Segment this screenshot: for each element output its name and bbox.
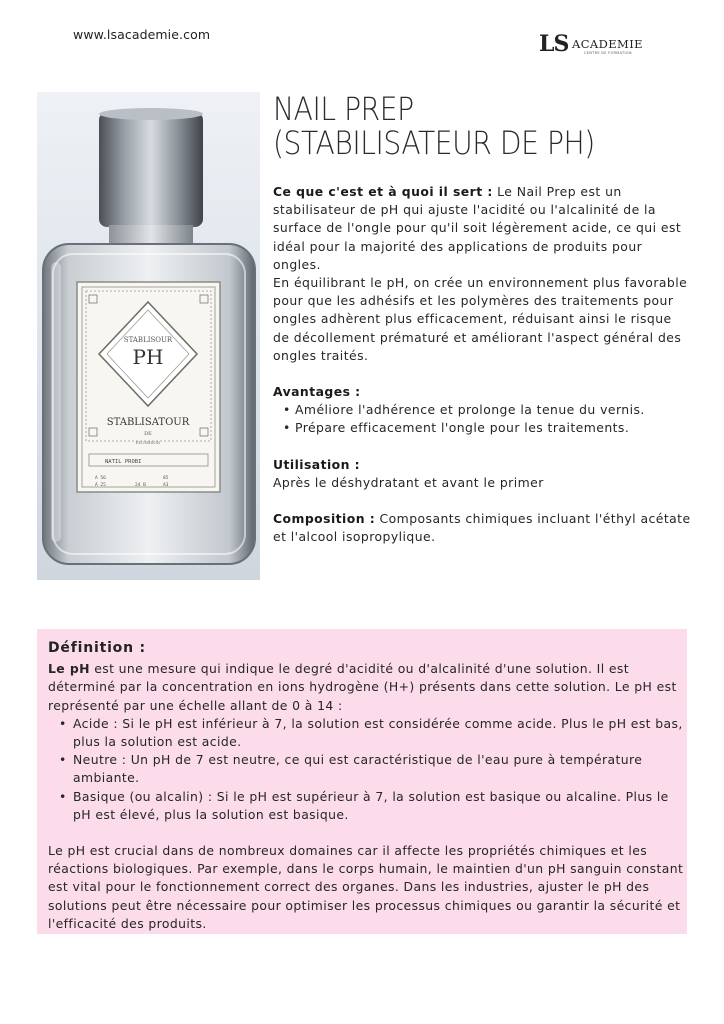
website-url[interactable]: www.lsacademie.com xyxy=(73,27,211,42)
list-item: • Basique (ou alcalin) : Si le pH est supérieur à 7, la solution est basique ou alcaline. Plus le pH est élevé, plus la solution est basique. xyxy=(62,788,688,824)
composition-paragraph xyxy=(273,510,691,546)
definition-intro xyxy=(48,660,688,715)
label-de: DE xyxy=(144,431,152,437)
logo-initials: LS xyxy=(539,31,569,57)
composition-heading: Composition : xyxy=(273,511,376,527)
label-ph: PH xyxy=(132,345,164,369)
label-code-4: 85 xyxy=(163,476,169,481)
label-code-1: A 56 xyxy=(95,476,106,481)
advantages-list xyxy=(273,401,691,437)
definition-intro-text: est une mesure qui indique le degré d'acidité ou d'alcalinité d'une solution. Il est déterminé par la concentration en ions hydrogène (H+) présents dans cette solution. Le pH est représenté par une échelle allant de 0 à 14 : xyxy=(48,661,677,713)
label-stabilisatour: STABLISATOUR xyxy=(106,417,190,428)
label-plushson: PLUSHSON xyxy=(135,440,161,445)
definition-conclusion: Le pH est crucial dans de nombreux domaines car il affecte les propriétés chimiques et les réactions biologiques. Par exemple, dans le corps humain, le maintien d'un pH sanguin constant est vital pour le fonctionnement correct des organes. Dans les industries, ajuster le pH des solutions peut être nécessaire pour optimiser les processus chimiques ou garantir la sécurité et l'efficacité des produits. xyxy=(48,843,684,931)
description-text-2: En équilibrant le pH, on crée un environnement plus favorable pour que les adhésifs et les polymères des traitements pour ongles adhèrent plus efficacement, réduisant ainsi le risque de décollement prématuré et améliorant l'aspect général des ongles traités. xyxy=(273,275,688,363)
label-code-5: A3 xyxy=(163,483,169,488)
list-item: • Améliore l'adhérence et prolonge la tenue du vernis. xyxy=(285,401,691,419)
label-text-top: STABLISOUR xyxy=(123,336,173,344)
description-paragraph xyxy=(273,183,691,274)
bottle-cap xyxy=(99,112,203,227)
list-item: • Neutre : Un pH de 7 est neutre, ce qui est caractéristique de l'eau pure à température ambiante. xyxy=(62,751,688,787)
label-code-3: 24 B xyxy=(135,483,146,488)
page-title xyxy=(273,92,651,160)
description-heading: Ce que c'est et à quoi il sert : xyxy=(273,184,493,199)
ph-scale-list xyxy=(48,715,688,824)
logo-name: ACADEMIE xyxy=(572,37,643,51)
logo-tagline: CENTRE DE FORMATION xyxy=(584,51,632,55)
description-text-1: Le Nail Prep est un stabilisateur de pH qui ajuste l'acidité ou l'alcalinité de la surface de l'ongle pour qu'il soit légèrement acide, ce qui est idéal pour la majorité des applications de produits pour ongles. xyxy=(273,184,682,272)
usage-text: Après le déshydratant et avant le primer xyxy=(273,474,544,490)
bottle-illustration xyxy=(37,92,260,580)
title-line-2: (STABILISATEUR DE PH) xyxy=(273,124,595,162)
label-natil-probi: NATIL PROBI xyxy=(105,459,142,465)
list-item: • Acide : Si le pH est inférieur à 7, la solution est considérée comme acide. Plus le pH est bas, plus la solution est acide. xyxy=(62,715,688,751)
label-code-2: A 25 xyxy=(95,483,106,488)
usage-heading: Utilisation : xyxy=(273,456,361,472)
title-line-1: NAIL PREP xyxy=(273,90,414,128)
composition-text: Composants chimiques incluant l'éthyl acétate et l'alcool isopropylique. xyxy=(273,511,691,545)
product-bottle-image xyxy=(37,92,260,580)
product-details xyxy=(273,183,691,546)
definition-heading: Définition : xyxy=(48,640,146,656)
advantages-heading: Avantages : xyxy=(273,384,361,400)
list-item: • Prépare efficacement l'ongle pour les traitements. xyxy=(285,419,691,437)
definition-box xyxy=(37,629,687,934)
definition-intro-bold: Le pH xyxy=(48,661,90,677)
